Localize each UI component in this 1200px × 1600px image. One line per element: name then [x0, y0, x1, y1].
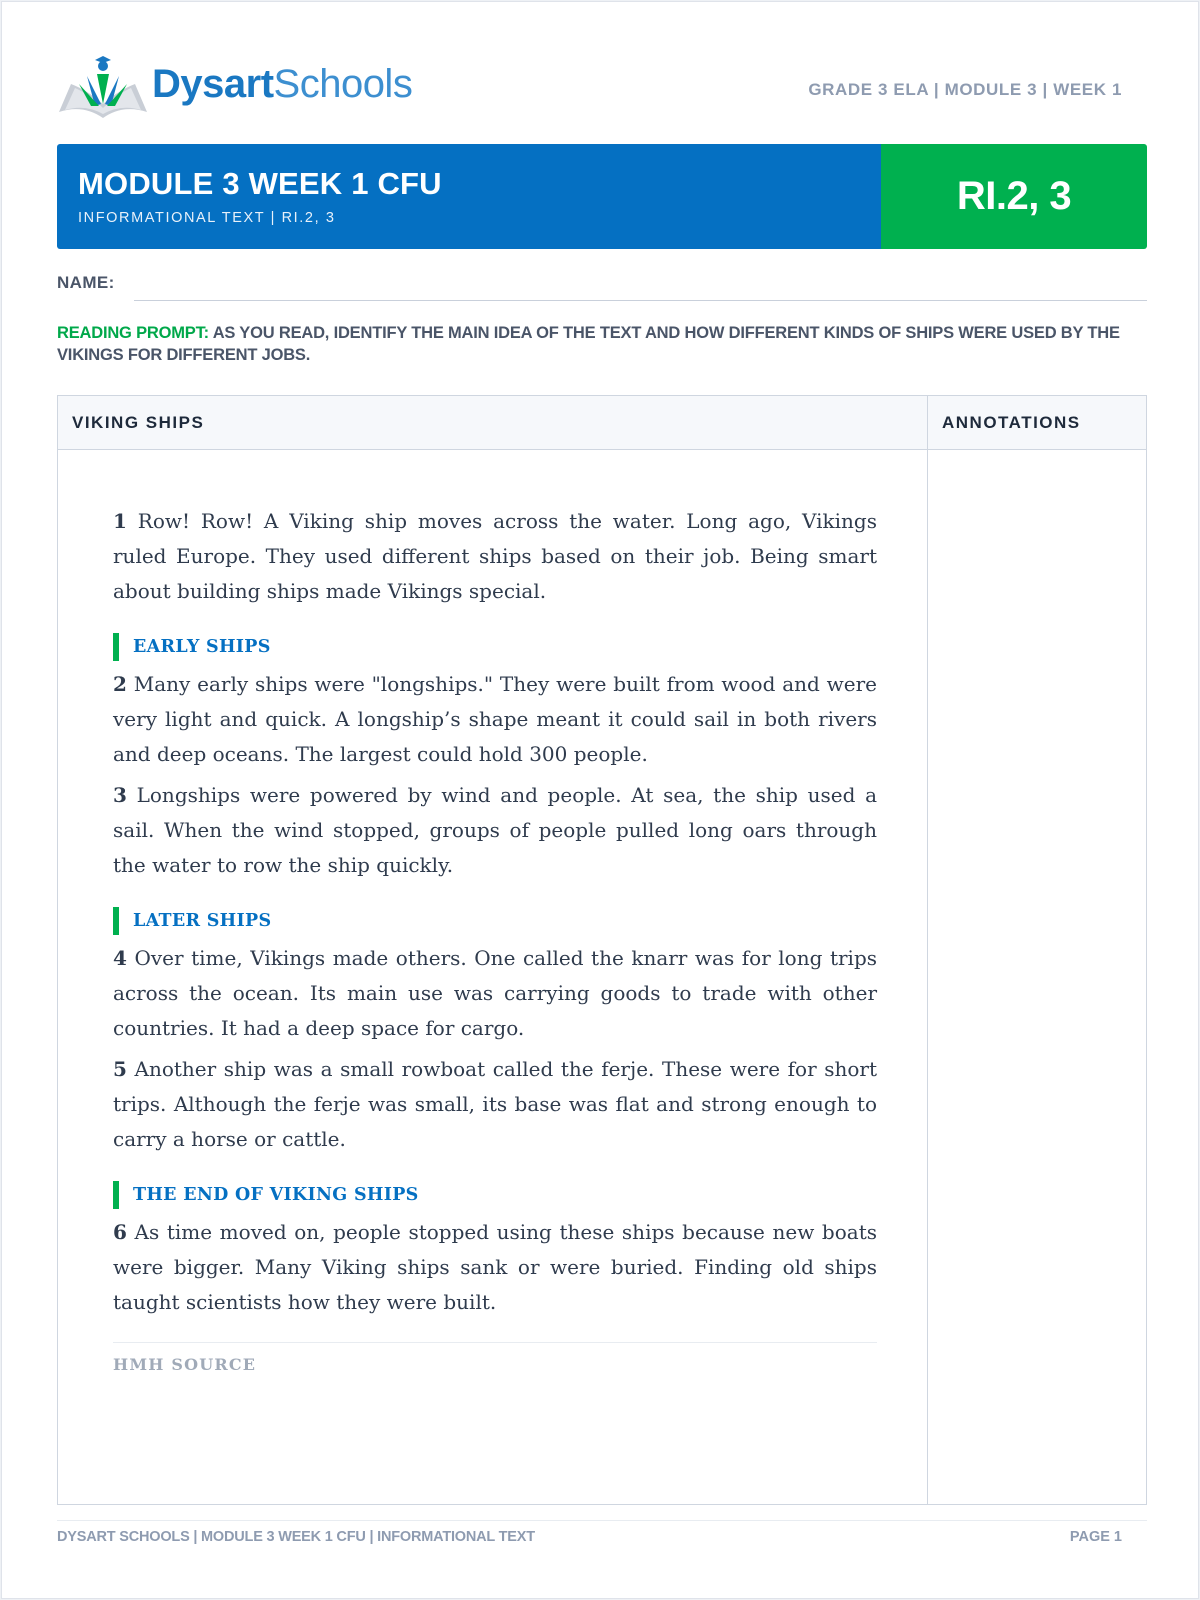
paragraph-text: Row! Row! A Viking ship moves across the water. Long ago, Vikings ruled Europe. They used different ships based on their job. Being smart about building ships made Vikings special. [113, 509, 877, 603]
section-heading-later-ships: LATER SHIPS [113, 907, 877, 935]
section-heading-early-ships: EARLY SHIPS [113, 633, 877, 661]
footer-document-title: DYSART SCHOOLS | MODULE 3 WEEK 1 CFU | INFORMATIONAL TEXT [57, 1529, 535, 1545]
banner-title: MODULE 3 WEEK 1 CFU [78, 166, 442, 201]
module-banner [57, 144, 1147, 249]
paragraph-1 [113, 504, 877, 609]
reading-prompt-text: AS YOU READ, IDENTIFY THE MAIN IDEA OF THE TEXT AND HOW DIFFERENT KINDS OF SHIPS WERE USED BY THE VIKINGS FOR DIFFERENT JOBS. [57, 324, 1120, 364]
paragraph-5 [113, 1052, 877, 1157]
reading-prompt [57, 322, 1149, 366]
grade-module-week-label: GRADE 3 ELA | MODULE 3 | WEEK 1 [808, 80, 1122, 99]
logo-text-light: Schools [273, 62, 413, 106]
paragraph-text: Over time, Vikings made others. One called the knarr was for long trips across the ocean. Its main use was carrying goods to trade with other countries. It had a deep space for cargo. [113, 946, 878, 1040]
paragraph-6 [113, 1215, 877, 1320]
logo-text-bold: Dysart [152, 62, 274, 106]
dysart-schools-logo [57, 54, 437, 124]
paragraph-number: 4 [113, 946, 127, 970]
source-credit: HMH SOURCE [113, 1355, 257, 1374]
page-number: PAGE 1 [1069, 1529, 1122, 1545]
source-divider [113, 1342, 877, 1343]
banner-subtitle: INFORMATIONAL TEXT | RI.2, 3 [78, 210, 336, 226]
paragraph-number: 3 [113, 783, 127, 807]
paragraph-number: 5 [113, 1057, 127, 1081]
name-label: NAME: [57, 273, 115, 292]
paragraph-4 [113, 941, 877, 1046]
paragraph-number: 1 [113, 509, 127, 533]
paragraph-text: Another ship was a small rowboat called the ferje. These were for short trips. Although the ferje was small, its base was flat and strong enough to carry a horse or cattle. [113, 1057, 878, 1151]
worksheet-page [1, 1, 1199, 1599]
paragraph-3 [113, 778, 877, 883]
paragraph-number: 6 [113, 1220, 127, 1244]
reading-table [57, 395, 1147, 1505]
standard-badge: RI.2, 3 [881, 144, 1147, 249]
article-text [113, 504, 877, 1377]
column-divider [927, 396, 928, 1504]
paragraph-text: Longships were powered by wind and people. At sea, the ship used a sail. When the wind stopped, groups of people pulled long oars through the water to row the ship quickly. [113, 783, 878, 877]
text-column-header: VIKING SHIPS [72, 413, 205, 432]
banner-title-block [57, 144, 881, 249]
section-heading-end-of-viking-ships: THE END OF VIKING SHIPS [113, 1181, 877, 1209]
paragraph-number: 2 [113, 672, 127, 696]
logo-wordmark [152, 62, 412, 107]
table-header [58, 396, 1146, 450]
paragraph-text: Many early ships were "longships." They were built from wood and were very light and quick. A longship’s shape meant it could sail in both rivers and deep oceans. The largest could hold 300 people. [113, 672, 878, 766]
paragraph-2 [113, 667, 877, 772]
reading-prompt-label: READING PROMPT: [57, 324, 209, 342]
paragraph-text: As time moved on, people stopped using these ships because new boats were bigger. Many Viking ships sank or were buried. Finding old ships taught scientists how they were built. [113, 1220, 877, 1314]
footer-divider [57, 1520, 1147, 1521]
open-book-icon [57, 54, 149, 124]
annotations-column-header: ANNOTATIONS [942, 413, 1081, 432]
name-field[interactable] [134, 300, 1147, 301]
